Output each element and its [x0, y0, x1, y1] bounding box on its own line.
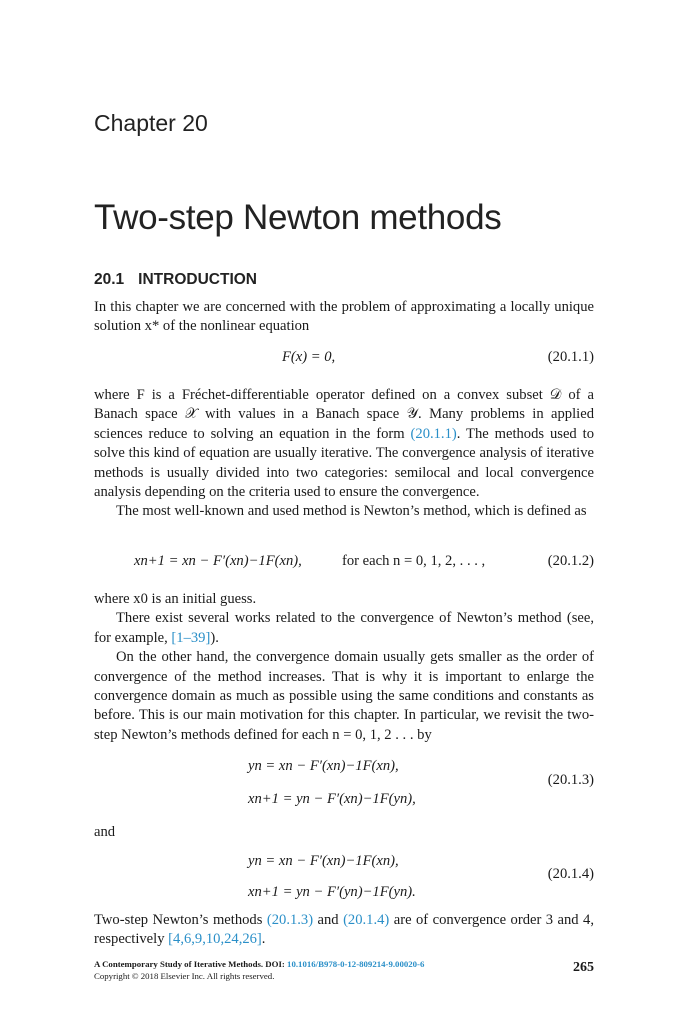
equation-expression: xn+1 = yn − F′(yn)−1F(yn).	[248, 884, 416, 900]
equation-expression: xn+1 = yn − F′(xn)−1F(yn),	[248, 791, 416, 807]
copyright-text: Copyright © 2018 Elsevier Inc. All rights reserved.	[94, 971, 275, 981]
chapter-label: Chapter 20	[94, 110, 208, 136]
section-number: 20.1	[94, 271, 125, 288]
equation-reference-link[interactable]: (20.1.4)	[343, 912, 390, 928]
paragraph-text: .	[261, 931, 266, 948]
paragraph-intro	[94, 298, 594, 337]
citation-link[interactable]: [4,6,9,10,24,26]	[168, 931, 262, 948]
section-heading	[94, 271, 257, 289]
equation-number: (20.1.4)	[547, 866, 594, 882]
paragraph-text: On the other hand, the convergence domain usually gets smaller as the order of convergence of the method increases. That is why it is important to enlarge the convergence domain as much as possible using the same conditions and constants as before. This is our main motivation for this chapter. In particular, we revisit the two-step Newton’s methods defined for each n = 0, 1, 2 . . . by	[94, 649, 594, 743]
equation-reference-link[interactable]: (20.1.1)	[410, 425, 457, 442]
equation-condition: for each n = 0, 1, 2, . . . ,	[342, 553, 486, 569]
paragraph-guess	[94, 590, 594, 745]
equation-expression: yn = xn − F′(xn)−1F(xn),	[248, 758, 399, 774]
paragraph-text: where x0 is an initial guess.	[94, 591, 257, 607]
paragraph-text: There exist several works related to the convergence of Newton’s method (see, for example,	[94, 610, 594, 646]
equation-expression: yn = xn − F′(xn)−1F(xn),	[248, 853, 399, 869]
equation-expression: xn+1 = xn − F′(xn)−1F(xn),	[134, 553, 302, 569]
section-title: INTRODUCTION	[138, 271, 257, 288]
paragraph-text: are of convergence order 3 and 4, respectively	[94, 912, 594, 948]
paragraph-and	[94, 823, 594, 842]
doi-label: DOI:	[265, 959, 285, 969]
paragraph-text: . The methods used to solve this kind of equation are usually iterative. The convergence analysis of iterative methods is usually divided into two categories: semilocal and local convergence analysis depending on the criteria used to ensure the convergence.	[94, 425, 594, 501]
paragraph-banach	[94, 386, 594, 502]
doi-link[interactable]: 10.1016/B978-0-12-809214-9.00020-6	[287, 959, 425, 969]
paragraph-newton	[94, 502, 594, 521]
page-number: 265	[573, 960, 594, 975]
paragraph-text: and	[94, 824, 116, 840]
citation-link[interactable]: [1–39]	[171, 629, 211, 646]
equation-20-1-1	[94, 349, 594, 371]
equation-expression: F(x) = 0,	[282, 349, 336, 365]
equation-20-1-4-line2	[94, 884, 594, 906]
footer	[94, 958, 514, 982]
paragraph-text: ).	[210, 629, 219, 646]
chapter-title: Two-step Newton methods	[94, 198, 502, 237]
equation-20-1-3-line2	[94, 791, 594, 813]
equation-20-1-2	[94, 553, 594, 575]
equation-number: (20.1.2)	[547, 553, 594, 569]
paragraph-text: Two-step Newton’s methods	[94, 912, 267, 928]
book-title: A Contemporary Study of Iterative Methods.	[94, 959, 264, 969]
equation-reference-link[interactable]: (20.1.3)	[266, 912, 314, 928]
equation-number: (20.1.3)	[547, 772, 594, 788]
equation-number: (20.1.1)	[547, 349, 594, 365]
paragraph-order	[94, 911, 594, 950]
paragraph-text: In this chapter we are concerned with the problem of approximating a locally unique solution x* of the nonlinear equation	[94, 299, 594, 335]
paragraph-text: where F is a Fréchet-differentiable operator defined on a convex subset 𝒟 of a Banach space 𝒳 with values in a Banach space 𝒴. Many problems in applied sciences reduce to solving an equation in the form	[94, 387, 594, 442]
paragraph-text: and	[313, 912, 344, 928]
paragraph-text: The most well-known and used method is Newton’s method, which is defined as	[116, 503, 587, 519]
